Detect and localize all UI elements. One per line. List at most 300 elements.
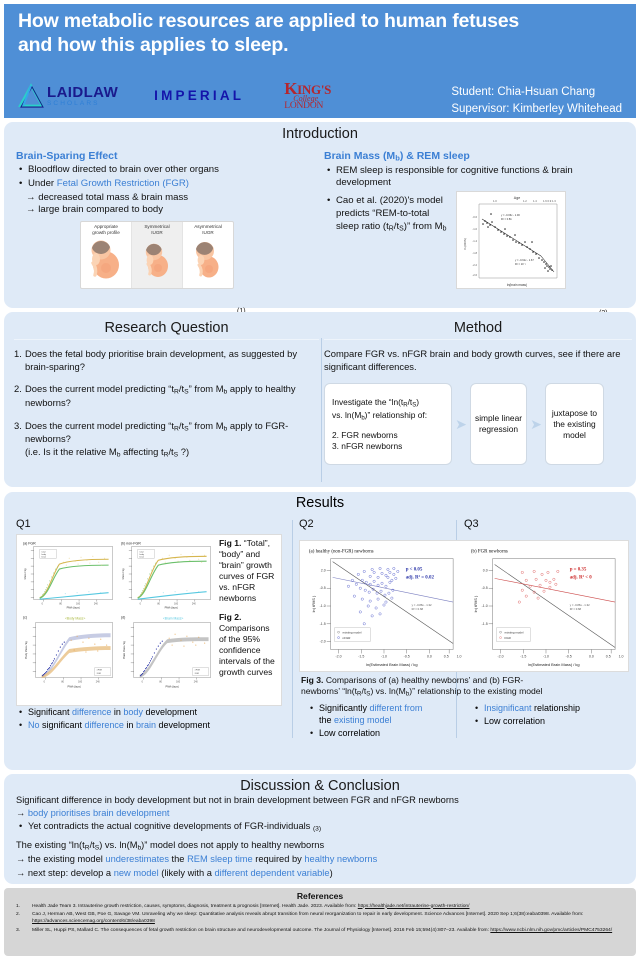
svg-text:0.0: 0.0: [482, 568, 488, 573]
svg-text:80: 80: [61, 680, 64, 684]
iugr-col-2-line-1: Symmetrical: [144, 224, 170, 229]
ref-number-1: 1.: [16, 903, 21, 909]
ref-2-body: Cao J, Herman AB, West GB, Poe G, Savage VM. Unraveling why we sleep: Quantitative analysis reveals abrupt transition from neural reorganization to repair in early development. Science Advances [Internet]. 2020 Sep 1;6(38):eaba0398. Available from:: [32, 912, 584, 918]
fig1a-points-total: [63, 556, 105, 566]
svg-text:0: 0: [140, 602, 142, 606]
fig3b-fgr-scatter-chart: [465, 544, 625, 670]
fb1-l2-post: )” relationship of:: [364, 410, 428, 421]
brain-sparing-block: [16, 150, 316, 289]
rq3-sub-b: b: [223, 425, 228, 433]
disc-l3-ref: (3): [312, 825, 322, 833]
fig2-caption-label: Fig 2.: [218, 612, 242, 622]
svg-text:0.0: 0.0: [588, 654, 594, 659]
fig1b-x-label: PMA (days): [165, 606, 179, 610]
references-title: References: [296, 891, 344, 901]
q3-label: Q3: [464, 518, 479, 530]
laidlaw-logo: [18, 83, 118, 109]
svg-text:-2.6: -2.6: [472, 274, 477, 278]
disc-l6-b1: new model: [113, 867, 159, 878]
fig3a-r2-value: adj. R² = 0.02: [405, 575, 434, 581]
research-method-section: [4, 312, 636, 487]
q2-label: Q2: [299, 518, 314, 530]
svg-text:R² = 10⁻¹: R² = 10⁻¹: [515, 263, 526, 267]
rq2-sub-s: S: [184, 388, 189, 396]
svg-text:-1.0: -1.0: [380, 654, 388, 659]
list-item: • Low correlation: [484, 715, 634, 727]
fig3b-stats: [570, 567, 593, 580]
cao-chart-y-label: ln (tR/tS): [463, 238, 467, 251]
discussion-section: [4, 774, 636, 884]
fig2d-label: (d): [121, 615, 126, 620]
fb1-post: ): [416, 397, 420, 408]
svg-text:R² = 0.68: R² = 0.68: [569, 607, 582, 611]
divider: [14, 339, 319, 340]
svg-text:-0.5: -0.5: [481, 586, 488, 591]
svg-text:y = -0.91x - 1.67: y = -0.91x - 1.67: [515, 259, 534, 263]
svg-text:nFGR: nFGR: [195, 669, 201, 672]
rq3-sub-r: R: [174, 425, 179, 433]
fig3b-y-label: ln( tR/tS ): [472, 595, 478, 613]
q2-findings-list: [307, 702, 464, 740]
fig3a-title: (a) healthy (non-FGR) newborns: [308, 549, 374, 555]
rq-text-2: [25, 383, 319, 409]
q1-findings-list: [16, 706, 284, 731]
fig3-cap-pre: newborns’ “ln(t: [301, 686, 358, 696]
cao-sub-b: b: [442, 225, 447, 233]
research-question-list: [14, 348, 319, 460]
discussion-line-1: Significant difference in body development but not in brain development between FGR and nFGR newborns: [16, 795, 459, 805]
fig1a-growth-chart-fgr: [20, 538, 116, 610]
iugr-figure: [80, 221, 234, 289]
fig2-caption-text: Comparisons of the 95% confidence intervals of the growth curves: [218, 623, 275, 677]
rq3-note-mid: affecting t: [120, 445, 164, 457]
svg-text:nFGR: nFGR: [96, 669, 102, 672]
supervisor-name: Supervisor: Kimberley Whitehead: [451, 102, 622, 115]
list-item: [28, 820, 624, 834]
method-title: Method: [453, 320, 503, 336]
laidlaw-name: LAIDLAW: [47, 83, 119, 101]
rq-number-2: 2.: [14, 383, 22, 395]
brain-mass-rem-block: [324, 150, 630, 289]
fig3-caption-line-1: Comparisons of (a) healthy newborns’ and (b) FGR-: [323, 675, 524, 685]
flow-box-1-line-1: [332, 397, 444, 410]
introduction-title: Introduction: [282, 126, 358, 142]
svg-text:-1.5: -1.5: [481, 621, 488, 626]
fig1-caption: [219, 538, 278, 604]
fig1b-y-label: Mass / kg: [122, 568, 126, 580]
svg-text:240: 240: [194, 680, 199, 684]
list-item: [484, 702, 634, 714]
disc-l4-mid2: ) vs. ln(M: [99, 840, 138, 851]
list-item: [14, 348, 319, 373]
rq-text-1: Does the fetal body prioritise brain development, as suggested by brain-sparing?: [25, 348, 298, 372]
list-item: [14, 420, 319, 460]
fig3b-x-label: ln(Estimated Brain Mass) / kg: [528, 662, 580, 668]
fig3b-legend-1: existing model: [504, 630, 524, 635]
rq2-post: ” from M: [188, 383, 224, 395]
fig3a-y-label: ln( tR/tS ): [310, 595, 316, 613]
rq-number-1: 1.: [14, 348, 22, 359]
fig3a-x-label: ln(Estimated Brain Mass) / kg: [366, 662, 418, 668]
kings-line-3: LONDON: [284, 101, 324, 111]
list-item: [319, 702, 464, 726]
svg-text:1.0: 1.0: [618, 654, 624, 659]
fb1-l2-sub: b: [361, 415, 365, 422]
svg-text:R² = 0.81: R² = 0.81: [501, 218, 512, 222]
rq3-note-sub-r: R: [163, 451, 169, 459]
method-block: [324, 316, 632, 465]
rq3-post: ” from M: [188, 419, 224, 431]
page-title: [18, 10, 622, 58]
fig2d-y-label: Brain Mass / kg: [123, 641, 127, 659]
svg-text:-0.5: -0.5: [319, 586, 326, 591]
svg-text:80: 80: [159, 680, 163, 684]
laidlaw-wordmark: [47, 85, 118, 108]
fb1-sub-s: S: [412, 402, 417, 409]
imperial-logo: IMPERIAL: [154, 88, 245, 104]
fig2d-points-blue: [141, 641, 164, 677]
list-item: [28, 719, 284, 731]
fig2c-x-label: PMA (days): [67, 685, 81, 689]
flow-box-1-item-2: 3. nFGR newborns: [332, 440, 403, 451]
rq-method-divider: [321, 338, 322, 482]
cao-regression-line-1: [482, 219, 541, 256]
q3-findings-list: [472, 702, 634, 728]
svg-text:-2.0: -2.0: [335, 654, 342, 659]
fgr-arrow-1: → decreased total mass & brain mass: [26, 191, 189, 203]
rq-text-3: [25, 420, 319, 460]
list-item: [12, 911, 628, 925]
q3-b1-blue1: Insignificant: [484, 703, 532, 713]
rq3-pre: Does the current model predicting “t: [25, 419, 175, 431]
fig3a-equation: [412, 603, 432, 611]
rq3-mid: /t: [178, 419, 185, 431]
disc-l5-mid: the: [168, 854, 188, 865]
q2-b1-line2-pre: the: [319, 715, 335, 726]
svg-text:80: 80: [157, 602, 161, 606]
research-question-block: [14, 316, 319, 470]
rq3-end: apply to FGR-newborns?: [25, 419, 289, 445]
svg-text:brain: brain: [140, 556, 145, 559]
iugr-col-appropriate: [81, 222, 132, 288]
disc-l5-b2: REM sleep time: [187, 854, 253, 865]
iugr-col-asymmetrical: [183, 222, 233, 288]
svg-text:y = -0.06x - 1.00: y = -0.06x - 1.00: [501, 214, 520, 218]
fig3b-legend-2: FGR: [504, 635, 511, 640]
svg-text:-0.5: -0.5: [565, 654, 572, 659]
flow-box-regression: simple linear regression: [470, 383, 527, 465]
fb1-sub-r: R: [403, 402, 408, 409]
svg-text:2.0: 2.0: [320, 568, 326, 573]
ref-number-3: 3.: [16, 927, 21, 933]
iugr-col-3-line-2: IUGR: [202, 229, 214, 235]
rq2-sub-b: b: [223, 388, 228, 396]
fig1a-brain-curve: [40, 593, 109, 599]
fig3-caption-line-2: [301, 686, 543, 696]
fig2c-title: <Body Mass>: [64, 616, 86, 621]
svg-text:y = -0.86x - 1.32: y = -0.86x - 1.32: [569, 604, 590, 608]
poster-header: [4, 4, 636, 118]
fig2c-y-label: Body Mass / kg: [24, 641, 28, 659]
svg-text:brain: brain: [41, 556, 46, 559]
fig3-sub-s: S: [366, 690, 371, 698]
fig1a-y-label: Mass / kg: [23, 568, 27, 580]
ref-2-link[interactable]: https://advances.sciencemag.org/content/6/38/eaba0398: [32, 919, 155, 925]
svg-text:-0.6: -0.6: [472, 216, 477, 220]
discussion-line-6: [16, 867, 624, 880]
svg-text:R² = 0.68: R² = 0.68: [411, 607, 424, 611]
q2-b1-pre: Significantly: [319, 703, 370, 713]
list-item: • Low correlation: [319, 727, 464, 739]
fig3-sub-b: b: [405, 690, 410, 698]
bm-heading-sub: b: [395, 153, 400, 163]
rem-bullets: [324, 165, 630, 191]
svg-text:body: body: [140, 553, 145, 556]
cao-line-2: predicts “REM-to-total: [336, 207, 430, 219]
q1-b2-blue1: difference: [84, 720, 124, 731]
svg-text:0: 0: [41, 602, 43, 606]
fig3-sub-r: R: [357, 690, 362, 698]
fig2d-x-label: PMA (days): [166, 685, 180, 689]
iugr-col-symmetrical: [132, 222, 183, 288]
q3-b1-post: relationship: [531, 703, 581, 713]
svg-text:1.4: 1.4: [533, 200, 537, 204]
laidlaw-subtitle: SCHOLARS: [47, 99, 100, 107]
cao-line-1: Cao et al. (2020)'s model: [336, 195, 443, 207]
cao-sub-r: R: [388, 225, 394, 233]
kings-k: K: [284, 79, 298, 98]
cao-chart-svg: [457, 192, 565, 288]
disc-l5-pre: → the existing model: [16, 854, 106, 865]
divider: [324, 339, 632, 340]
kings-college-logo: [284, 80, 331, 112]
discussion-line-5: [16, 853, 624, 866]
fig1a-x-label: PMA (days): [66, 606, 80, 610]
fig1-caption-text: “Total”, “body” and “brain” growth curves of FGR vs. nFGR newborns: [218, 538, 275, 603]
svg-text:-2.2: -2.2: [472, 264, 477, 268]
fig3b-p-value: p = 0.35: [569, 567, 587, 573]
rq3-sub-s: S: [184, 425, 189, 433]
flow-arrow-2-icon: ➤: [530, 415, 542, 432]
disc-l4-sub-r: R: [84, 844, 90, 852]
q1-b1-post: development: [142, 707, 197, 717]
rq2-pre: Does the current model predicting “t: [25, 383, 175, 395]
disc-l6-pre: → next step: develop a: [16, 867, 114, 878]
svg-text:total: total: [41, 551, 46, 554]
discussion-line-2: [16, 807, 624, 820]
cao-bullet-list: [324, 195, 452, 233]
q1-b1-mid: in: [111, 707, 124, 717]
svg-text:160: 160: [78, 680, 83, 684]
q2-b1-blue1: different from: [369, 703, 423, 713]
disc-l5-b3: healthy newborns: [304, 854, 378, 865]
iugr-col-2-caption: [133, 224, 181, 235]
fb1-mid: /t: [407, 397, 413, 408]
cao-equation-1: [501, 213, 520, 221]
disc-l4-post: )” model does not apply to healthy newborns: [141, 840, 325, 851]
disc-l4-sub-s: S: [94, 844, 100, 852]
ref-1-body: Health Jade Team 3. Intrauterine growth restriction, causes, symptoms, diagnosis, treatment & prognosis [Internet]. Health Jade. 2023. Available from:: [32, 903, 358, 909]
disc-l5-mid2: required by: [252, 854, 305, 865]
results-column-q1: [16, 518, 284, 732]
fetus-appropriate-icon: [84, 237, 128, 281]
fig1a-title: (a) FGR: [22, 541, 36, 546]
disc-l6-mid: (likely with a: [158, 867, 215, 878]
svg-text:y = -0.86x - 1.32: y = -0.86x - 1.32: [411, 604, 432, 608]
fig1b-title: (b) non-FGR: [121, 541, 142, 546]
svg-text:240: 240: [95, 680, 100, 684]
fig3b-equation: [570, 603, 590, 611]
rq-number-3: 3.: [14, 419, 22, 431]
cao-equation-2: [515, 258, 534, 266]
svg-text:80: 80: [59, 602, 62, 606]
q1-figure-panel: [16, 534, 282, 706]
ref-text-1: [32, 903, 628, 910]
discussion-title: Discussion & Conclusion: [240, 778, 400, 794]
svg-text:-1.4: -1.4: [472, 240, 477, 244]
fig3-cap-mid2: ) vs. ln(M: [370, 686, 406, 696]
disc-l2-arrow: →: [16, 808, 28, 819]
cao-tick: 1.0: [493, 200, 497, 204]
fetus-symmetrical-iugr-icon: [139, 237, 175, 281]
flow-box-investigate: [324, 383, 452, 465]
svg-text:-0.5: -0.5: [403, 654, 410, 659]
svg-text:0.5: 0.5: [443, 654, 449, 659]
list-item: • REM sleep is responsible for cognitive functions & brain development: [336, 165, 630, 191]
kings-line-2: College: [293, 94, 319, 103]
disc-l6-b2: different dependent variable: [214, 867, 330, 878]
author-block: [451, 84, 622, 117]
q1-b2-post: development: [155, 720, 210, 731]
method-flow-diagram: [324, 383, 632, 465]
rq2-mid: /t: [178, 383, 185, 395]
results-section: [4, 492, 636, 770]
cao-model-text: [324, 191, 452, 289]
list-item: [28, 706, 284, 718]
fgr-arrow-2: → large brain compared to body: [26, 204, 164, 216]
svg-text:FGR: FGR: [96, 673, 101, 676]
q1-b2-blue2: brain: [135, 720, 156, 731]
cao-chart-x-label: ln(brain mass): [506, 283, 528, 288]
cao-line-3-post: )” from M: [403, 220, 443, 232]
iugr-col-1-line-1: Appropriate: [94, 224, 118, 229]
fig3a-stats: [406, 567, 435, 580]
results-divider-1: [292, 520, 293, 738]
fb1-l2-pre: vs. ln(M: [332, 410, 362, 421]
ref-1-link[interactable]: https://healthjade.net/intrauterine-growth-restriction/: [357, 903, 470, 909]
svg-text:240: 240: [93, 602, 98, 606]
svg-text:0.0: 0.0: [426, 654, 432, 659]
fig2d-brain-mass-ci-chart: [118, 612, 214, 690]
fig2-caption: [219, 612, 278, 678]
ref-3-body: Miller SL, Huppi PS, Mallard C. The consequences of fetal growth restriction on brain structure and neurodevelopmental outcome. The Journal of Physiology [Internet]. 2016 Feb 15;594(4):807–23. Available from:: [32, 927, 491, 933]
fgr-term: Fetal Growth Restriction (FGR): [56, 177, 190, 189]
disc-l5-b1: underestimates: [105, 854, 169, 865]
flow-box-juxtapose: juxtapose to the existing model: [545, 383, 604, 465]
svg-text:-1.0: -1.0: [319, 604, 326, 608]
fig3a-healthy-scatter-chart: [303, 544, 463, 670]
rq2-end: apply to healthy newborns?: [25, 383, 296, 408]
rq3-note-sub-b: b: [116, 451, 121, 459]
cao-scatter-chart: [456, 191, 566, 289]
results-column-q3: [464, 518, 630, 530]
fgr-bullet-pre: Under: [28, 177, 57, 189]
svg-text:1.0: 1.0: [456, 654, 462, 659]
brain-sparing-bullets: [16, 164, 316, 191]
fig3-cap-mid: /t: [361, 686, 367, 696]
list-item: [28, 178, 316, 191]
svg-text:160: 160: [174, 602, 179, 606]
fig1b-growth-chart-nonfgr: [118, 538, 214, 610]
svg-text:-2.0: -2.0: [497, 654, 504, 659]
cao-sub-s: S: [399, 225, 404, 233]
fig3b-r2-value: adj. R² < 0: [569, 575, 592, 581]
fig2c-body-mass-ci-chart: [20, 612, 116, 690]
list-item: [12, 903, 628, 910]
rq3-note-pre: (i.e. Is it the relative M: [25, 445, 117, 457]
cao-chart-top-axis-label: Age: [513, 196, 521, 201]
disc-l4-sub-b: b: [137, 844, 142, 852]
svg-text:0: 0: [142, 680, 144, 684]
svg-text:body: body: [41, 553, 46, 556]
q1-b1-blue2: body: [123, 707, 143, 717]
disc-l3: Yet contradicts the actual cognitive developments of FGR-individuals: [28, 821, 311, 832]
fig3-caption: [301, 675, 631, 698]
svg-text:0: 0: [43, 680, 45, 684]
fig2d-title: <Brain Mass>: [163, 616, 184, 621]
iugr-col-2-line-2: IUGR: [151, 229, 163, 235]
disc-l6-post: ): [329, 867, 333, 878]
svg-text:-1.5: -1.5: [358, 654, 365, 659]
q1-b1-blue1: difference: [72, 707, 112, 717]
rq2-sub-r: R: [174, 388, 179, 396]
fig3b-fitted-line: [495, 578, 615, 602]
research-question-title: Research Question: [104, 320, 229, 336]
fb1-pre: Investigate the “ln(t: [332, 397, 404, 408]
bm-heading-pre: Brain Mass (M: [324, 150, 396, 162]
svg-text:240: 240: [192, 602, 197, 606]
brain-sparing-heading: Brain-Sparing Effect: [16, 150, 118, 162]
discussion-bullets: [16, 820, 624, 834]
fig3a-legend-2: nFGR: [342, 635, 351, 640]
rq3-note-sub-s: S: [173, 451, 179, 459]
title-line-1: How metabolic resources are applied to human fetuses: [18, 10, 520, 32]
svg-text:FGR: FGR: [195, 673, 200, 676]
results-title: Results: [295, 495, 345, 511]
references-section: [4, 888, 636, 956]
fig3-panel: [299, 540, 629, 672]
iugr-col-3-line-1: Asymmetrical: [194, 224, 222, 229]
svg-text:0.5: 0.5: [605, 654, 611, 659]
svg-text:1.2: 1.2: [523, 200, 527, 204]
fig3-cap-post: )” relationship to the existing model: [409, 686, 543, 696]
iugr-col-1-caption: [82, 224, 130, 235]
list-item: [14, 383, 319, 409]
svg-text:-1.0: -1.0: [472, 228, 477, 232]
ref-3-link[interactable]: https://www.ncbi.nlm.nih.gov/pmc/articles/PMC4753264/: [490, 927, 613, 933]
list-item: [336, 195, 452, 233]
discussion-line-4: [16, 839, 624, 853]
list-item: • Bloodflow directed to brain over other organs: [28, 164, 316, 177]
flow-box-1-item-1: 2. FGR newborns: [332, 429, 398, 440]
list-item: [12, 927, 628, 934]
student-name: Student: Chia-Hsuan Chang: [451, 86, 596, 98]
rq3-note-mid2: /t: [168, 445, 174, 457]
svg-text:total: total: [140, 551, 144, 554]
rq3-note-end: ?): [178, 445, 190, 457]
svg-text:-1.0: -1.0: [542, 654, 550, 659]
svg-text:-1.5: -1.5: [520, 654, 527, 659]
